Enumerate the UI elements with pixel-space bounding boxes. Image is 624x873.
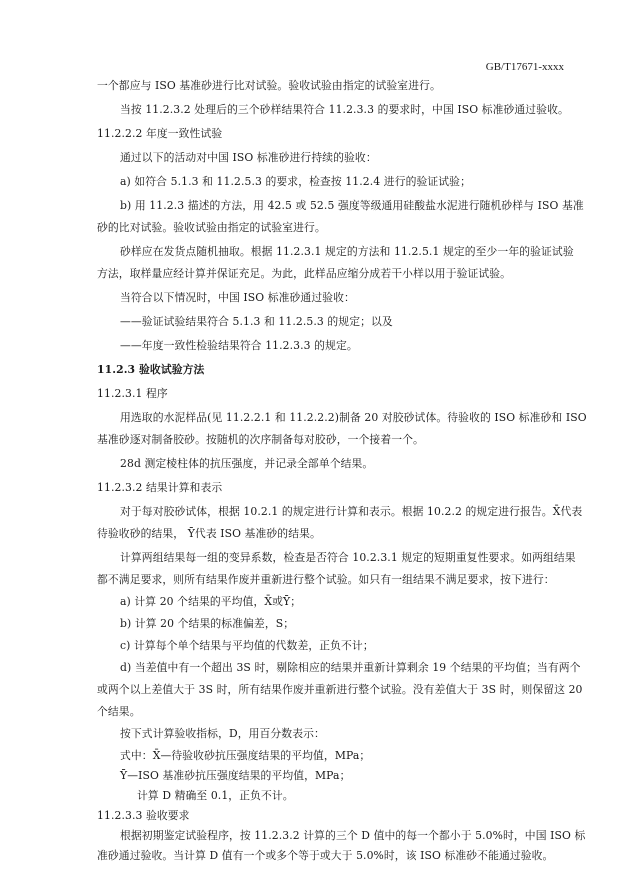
text-line: 计算两组结果每一组的变异系数，检查是否符合 10.2.3.1 规定的短期重复性要求。如两组结果 <box>120 551 576 564</box>
text-line: 用选取的水泥样品(见 11.2.2.1 和 11.2.2.2)制备 20 对胶砂试体。待验收的 ISO 标准砂和 ISO <box>120 411 587 424</box>
section-heading: 11.2.2.2 年度一致性试验 <box>97 127 223 140</box>
text-line: 当符合以下情况时，中国 ISO 标准砂通过验收： <box>120 291 355 304</box>
section-heading: 11.2.3 验收试验方法 <box>97 363 205 376</box>
list-item: ——验证试验结果符合 5.1.3 和 11.2.5.3 的规定；以及 <box>120 315 393 328</box>
text-line: 对于每对胶砂试体，根据 10.2.1 的规定进行计算和表示。根据 10.2.2 的规定进行报告。X̄代表 <box>120 505 583 518</box>
list-item: c) 计算每个单个结果与平均值的代数差，正负不计； <box>120 639 374 652</box>
text-line: 根据初期鉴定试验程序，按 11.2.3.2 计算的三个 D 值中的每一个都小于 5.0%时，中国 ISO 标 <box>120 829 586 842</box>
list-item: b) 用 11.2.3 描述的方法，用 42.5 或 52.5 强度等级通用硅酸盐水泥进行随机砂样与 ISO 基准 <box>120 199 584 212</box>
standard-code: GB/T17671-xxxx <box>485 61 564 73</box>
text-line: 都不满足要求，则所有结果作废并重新进行整个试验。如只有一组结果不满足要求，按下进行： <box>97 573 555 586</box>
text-line: 一个都应与 ISO 基准砂进行比对试验。验收试验由指定的试验室进行。 <box>97 79 441 92</box>
text-line: 式中：X̄—待验收砂抗压强度结果的平均值，MPa； <box>120 749 371 762</box>
list-item: ——年度一致性检验结果符合 11.2.3.3 的规定。 <box>120 339 358 352</box>
list-item: d) 当差值中有一个超出 3S 时，剔除相应的结果并重新计算剩余 19 个结果的平均值；当有两个 <box>120 661 581 674</box>
text-line: 计算 D 精确至 0.1，正负不计。 <box>137 789 294 802</box>
list-item: a) 计算 20 个结果的平均值，X̄或Ȳ； <box>120 595 302 608</box>
text-line: 或两个以上差值大于 3S 时，所有结果作废并重新进行整个试验。没有差值大于 3S 时，则保留这 20 <box>97 683 583 696</box>
text-line: 待验收砂的结果， Ȳ代表 ISO 基准砂的结果。 <box>97 527 321 540</box>
list-item: b) 计算 20 个结果的标准偏差，S； <box>120 617 295 630</box>
text-line: 28d 测定棱柱体的抗压强度，并记录全部单个结果。 <box>120 457 374 470</box>
text-line: 准砂通过验收。当计算 D 值有一个或多个等于或大于 5.0%时，该 ISO 标准砂不能通过验收。 <box>97 849 554 862</box>
text-line: 个结果。 <box>97 705 141 718</box>
text-line: 按下式计算验收指标，D，用百分数表示： <box>120 727 325 740</box>
section-heading: 11.2.3.1 程序 <box>97 387 168 400</box>
section-heading: 11.2.3.3 验收要求 <box>97 809 190 822</box>
text-line: 砂的比对试验。验收试验由指定的试验室进行。 <box>97 221 326 234</box>
text-line: 砂样应在发货点随机抽取。根据 11.2.3.1 规定的方法和 11.2.5.1 规定的至少一年的验证试验 <box>120 245 574 258</box>
text-line: 通过以下的活动对中国 ISO 标准砂进行持续的验收： <box>120 151 377 164</box>
section-heading: 11.2.3.2 结果计算和表示 <box>97 481 223 494</box>
list-item: a) 如符合 5.1.3 和 11.2.5.3 的要求，检查按 11.2.4 进行的验证试验； <box>120 175 471 188</box>
text-line: 基准砂逐对制备胶砂。按随机的次序制备每对胶砂，一个接着一个。 <box>97 433 424 446</box>
text-line: 方法，取样量应经计算并保证充足。为此，此样品应缩分成若干小样以用于验证试验。 <box>97 267 512 280</box>
text-line: 当按 11.2.3.2 处理后的三个砂样结果符合 11.2.3.3 的要求时，中国 ISO 标准砂通过验收。 <box>120 103 569 116</box>
text-line: Ȳ—ISO 基准砂抗压强度结果的平均值，MPa； <box>120 769 351 782</box>
